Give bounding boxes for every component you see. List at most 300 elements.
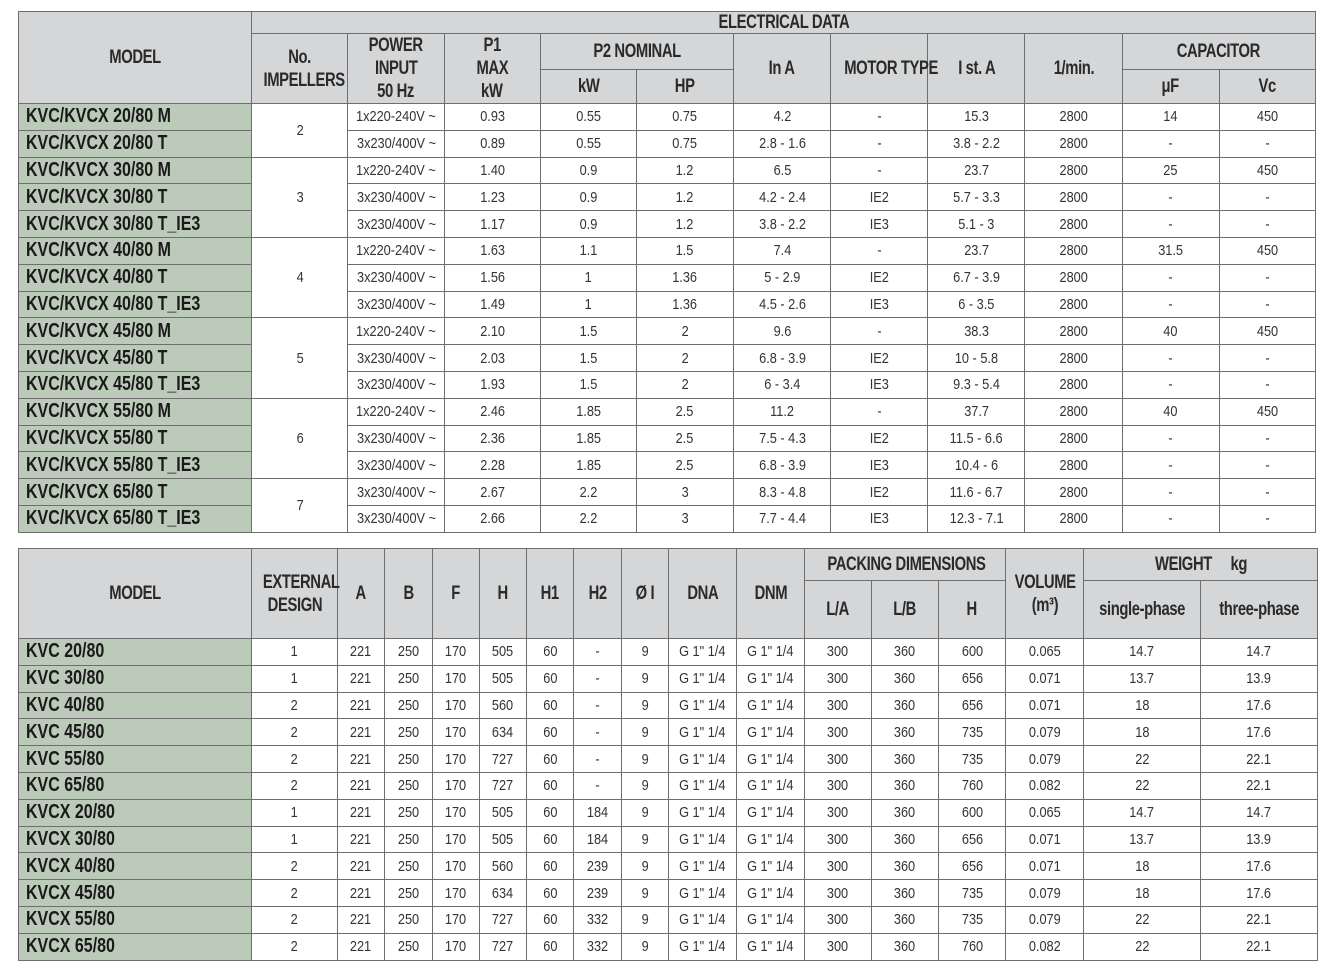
in-a-cell-text: 6.8 - 3.9: [758, 456, 806, 474]
h1-cell-text: 60: [542, 938, 558, 956]
kw-cell-text: 2.2: [579, 510, 598, 528]
b-cell: [385, 826, 433, 853]
ext-cell-text: 2: [290, 696, 299, 714]
model-cell-text: KVC/KVCX 55/80 T: [26, 426, 168, 449]
a-cell: [338, 772, 385, 799]
p1-cell: [444, 104, 540, 131]
impellers-cell-text: 3: [296, 188, 304, 206]
ph-cell-text: 735: [961, 750, 983, 768]
ist-cell: [928, 237, 1025, 264]
vol-cell: [1006, 692, 1084, 719]
vol-cell: [1006, 746, 1084, 773]
uf-cell-text: -: [1168, 429, 1173, 447]
vol-cell-text: 0.071: [1028, 696, 1061, 714]
oi-cell: [622, 719, 669, 746]
vol-cell: [1006, 719, 1084, 746]
vc-cell: [1219, 264, 1315, 291]
in-a-cell: [733, 345, 830, 372]
b-cell: [385, 746, 433, 773]
three-cell: [1201, 826, 1318, 853]
uf-cell: [1122, 184, 1219, 211]
three-cell-text: 22.1: [1246, 750, 1272, 768]
dna-label: DNA: [687, 583, 718, 604]
p1-cell-text: 1.23: [479, 188, 505, 206]
vc-cell: [1219, 184, 1315, 211]
p1-cell-text: 2.67: [479, 483, 505, 501]
hp-cell-text: 2: [681, 349, 689, 367]
power-cell-text: 1x220-240V ~: [356, 322, 436, 340]
impellers-cell-text: 4: [296, 269, 304, 287]
dnm-cell: [737, 880, 805, 907]
uf-cell-text: -: [1168, 376, 1173, 394]
kw-cell-text: 1.1: [579, 242, 598, 260]
la-cell-text: 300: [827, 750, 849, 768]
dnm-cell: [737, 799, 805, 826]
h1-cell: [527, 639, 574, 666]
la-cell: [805, 906, 872, 933]
model-cell: [19, 157, 252, 184]
dnm-cell-text: G 1" 1/4: [747, 857, 794, 875]
la-cell: [805, 933, 872, 960]
ph-cell: [939, 906, 1006, 933]
la-cell: [805, 880, 872, 907]
capacitor-uf-header: [1122, 70, 1219, 104]
h2-cell-text: 184: [586, 830, 609, 848]
oi-cell: [622, 692, 669, 719]
dna-cell-text: G 1" 1/4: [679, 723, 726, 741]
uf-cell: [1122, 318, 1219, 345]
three-cell-text: 14.7: [1246, 804, 1272, 822]
lb-cell-text: 360: [894, 804, 916, 822]
dnm-cell-text: G 1" 1/4: [747, 938, 794, 956]
b-cell-text: 250: [397, 804, 420, 822]
model-cell: [19, 104, 252, 131]
single-cell-text: 18: [1134, 696, 1150, 714]
vol-cell: [1006, 639, 1084, 666]
model-cell: [19, 291, 252, 318]
table-row: [19, 505, 1316, 532]
vc-cell-text: -: [1265, 483, 1270, 501]
impellers-header-line2: IMPELLERS: [263, 69, 346, 91]
h-cell-text: 727: [492, 777, 514, 795]
f-cell-text: 170: [445, 670, 467, 688]
b-cell: [385, 692, 433, 719]
la-cell-text: 300: [827, 696, 849, 714]
dna-cell-text: G 1" 1/4: [679, 643, 726, 661]
rpm-label: 1/min.: [1053, 58, 1094, 79]
kw-cell-text: 1: [584, 295, 592, 313]
h2-cell: [574, 826, 622, 853]
model-column-header: [19, 12, 252, 104]
rpm-cell-text: 2800: [1059, 135, 1088, 153]
ist-cell: [928, 452, 1025, 479]
vc-cell-text: -: [1265, 429, 1270, 447]
p1-cell: [444, 291, 540, 318]
impellers-cell: [252, 318, 348, 398]
uf-cell: [1122, 398, 1219, 425]
motor-cell: [831, 291, 928, 318]
h-cell-text: 634: [492, 884, 514, 902]
ist-cell-text: 5.7 - 3.3: [952, 188, 1000, 206]
table-row: [19, 799, 1318, 826]
p2-nominal-label: P2 NOMINAL: [593, 41, 681, 63]
p2-nominal-header: [540, 34, 733, 70]
model-cell: [19, 130, 252, 157]
uf-cell-text: -: [1168, 456, 1173, 474]
h1-cell-text: 60: [542, 777, 558, 795]
vc-cell: [1219, 371, 1315, 398]
ist-cell: [928, 345, 1025, 372]
in-a-cell-text: 4.5 - 2.6: [758, 295, 806, 313]
power-cell-text: 3x230/400V ~: [356, 510, 436, 528]
in-a-cell-text: 7.5 - 4.3: [758, 429, 806, 447]
f-cell-text: 170: [445, 911, 467, 929]
la-cell: [805, 692, 872, 719]
rpm-cell-text: 2800: [1059, 242, 1088, 260]
model-header-label: MODEL: [109, 47, 161, 68]
ist-cell-text: 23.7: [963, 161, 989, 179]
motor-cell: [831, 452, 928, 479]
ext-cell-text: 1: [290, 670, 299, 688]
la-cell: [805, 772, 872, 799]
a-cell: [338, 933, 385, 960]
h-cell-text: 505: [492, 804, 514, 822]
in-a-cell-text: 9.6: [773, 322, 791, 340]
power-cell-text: 3x230/400V ~: [356, 215, 436, 233]
motor-cell-text: -: [877, 242, 882, 260]
la-cell: [805, 826, 872, 853]
table-row: [19, 425, 1316, 452]
packing-h-header: [939, 581, 1006, 639]
dna-cell: [669, 853, 737, 880]
hp-cell-text: 2: [681, 322, 689, 340]
ext-cell-text: 1: [290, 804, 299, 822]
f-cell-text: 170: [445, 884, 467, 902]
dna-cell: [669, 746, 737, 773]
impellers-cell-text: 6: [296, 429, 304, 447]
lb-cell: [872, 665, 939, 692]
kw-cell-text: 1.85: [575, 403, 601, 421]
h1-cell-text: 60: [542, 830, 558, 848]
lb-cell: [872, 880, 939, 907]
single-cell: [1084, 853, 1201, 880]
oi-cell-text: 9: [641, 857, 649, 875]
ext-cell: [252, 933, 338, 960]
lb-cell-text: 360: [894, 884, 916, 902]
motor-cell-text: IE2: [869, 269, 889, 287]
model-cell: [19, 237, 252, 264]
ist-cell-text: 11.6 - 6.7: [949, 483, 1003, 501]
b-cell-text: 250: [397, 911, 420, 929]
ext-cell: [252, 639, 338, 666]
hp-cell: [636, 291, 733, 318]
dim-model-label: MODEL: [109, 583, 161, 604]
la-cell: [805, 639, 872, 666]
p1-cell-text: 0.93: [479, 108, 505, 126]
rpm-cell-text: 2800: [1059, 403, 1088, 421]
h1-cell: [527, 799, 574, 826]
kw-cell: [540, 211, 636, 238]
hp-cell-text: 2: [681, 376, 689, 394]
single-cell-text: 13.7: [1129, 830, 1155, 848]
hp-cell: [636, 479, 733, 506]
vc-cell-text: 450: [1256, 322, 1278, 340]
packing-dimensions-header: [805, 549, 1006, 581]
three-cell-text: 13.9: [1246, 670, 1272, 688]
three-cell-text: 14.7: [1246, 643, 1272, 661]
motor-cell-text: IE2: [869, 429, 889, 447]
ext-cell: [252, 772, 338, 799]
in-a-cell: [733, 371, 830, 398]
kw-cell-text: 0.55: [575, 135, 601, 153]
oi-cell: [622, 933, 669, 960]
h-column-header: [480, 549, 527, 639]
b-cell-text: 250: [397, 777, 420, 795]
power-cell-text: 3x230/400V ~: [356, 456, 436, 474]
ph-cell: [939, 880, 1006, 907]
lb-cell: [872, 933, 939, 960]
dnm-cell-text: G 1" 1/4: [747, 830, 794, 848]
la-cell: [805, 719, 872, 746]
ist-cell: [928, 211, 1025, 238]
ext-cell: [252, 665, 338, 692]
vc-cell: [1219, 425, 1315, 452]
rpm-cell: [1025, 237, 1122, 264]
vol-cell: [1006, 906, 1084, 933]
ist-cell: [928, 184, 1025, 211]
p1-cell-text: 2.36: [479, 429, 505, 447]
h2-cell-text: 239: [586, 857, 609, 875]
a-cell: [338, 665, 385, 692]
electrical-data-header: [252, 12, 1316, 34]
dna-cell-text: G 1" 1/4: [679, 911, 726, 929]
a-cell-text: 221: [350, 884, 372, 902]
uf-cell-text: 14: [1163, 108, 1178, 126]
h2-cell: [574, 719, 622, 746]
dna-cell-text: G 1" 1/4: [679, 804, 726, 822]
three-cell: [1201, 880, 1318, 907]
single-cell: [1084, 799, 1201, 826]
motor-cell: [831, 104, 928, 131]
a-cell-text: 221: [350, 804, 372, 822]
table-row: [19, 318, 1316, 345]
motor-cell: [831, 425, 928, 452]
table-row: [19, 291, 1316, 318]
h-cell: [480, 665, 527, 692]
ext-cell-text: 2: [290, 911, 299, 929]
hp-cell: [636, 211, 733, 238]
uf-cell: [1122, 130, 1219, 157]
hp-cell-text: 1.5: [676, 242, 694, 260]
f-cell: [433, 906, 480, 933]
ist-cell: [928, 291, 1025, 318]
volume-line2: (m³): [1031, 594, 1058, 616]
in-a-cell-text: 11.2: [770, 403, 794, 421]
kw-cell-text: 2.2: [579, 483, 598, 501]
dna-cell: [669, 772, 737, 799]
oi-cell-text: 9: [641, 750, 649, 768]
f-label: F: [451, 583, 461, 604]
model-cell: [19, 398, 252, 425]
power-header-line2: INPUT: [374, 58, 418, 79]
impellers-cell: [252, 237, 348, 317]
three-cell: [1201, 665, 1318, 692]
vc-cell-text: -: [1265, 376, 1270, 394]
volume-column-header: [1006, 549, 1084, 639]
p1-cell-text: 2.28: [479, 456, 505, 474]
impellers-cell-text: 2: [296, 121, 304, 139]
dnm-cell-text: G 1" 1/4: [747, 884, 794, 902]
ph-cell-text: 735: [961, 911, 983, 929]
h2-cell: [574, 799, 622, 826]
in-a-column-header: [733, 34, 830, 104]
rpm-cell-text: 2800: [1059, 322, 1088, 340]
impellers-cell: [252, 479, 348, 533]
b-cell-text: 250: [397, 857, 420, 875]
table-row: [19, 130, 1316, 157]
p1-cell-text: 1.63: [479, 242, 505, 260]
model-cell: [19, 933, 252, 960]
vol-cell-text: 0.065: [1028, 804, 1061, 822]
b-cell-text: 250: [397, 750, 420, 768]
dim-model-column-header: [19, 549, 252, 639]
a-label: A: [355, 583, 367, 604]
oi-cell: [622, 772, 669, 799]
a-cell-text: 221: [350, 830, 372, 848]
single-cell: [1084, 880, 1201, 907]
vol-cell-text: 0.082: [1028, 777, 1061, 795]
model-cell-text: KVC 40/80: [26, 693, 105, 716]
hp-cell-text: 2.5: [676, 429, 694, 447]
three-cell: [1201, 639, 1318, 666]
dna-column-header: [669, 549, 737, 639]
single-cell-text: 22: [1134, 911, 1150, 929]
rpm-cell-text: 2800: [1059, 456, 1088, 474]
p1-cell: [444, 479, 540, 506]
external-design-line2: DESIGN: [267, 594, 322, 616]
h2-cell: [574, 772, 622, 799]
ist-cell-text: 15.3: [963, 108, 989, 126]
b-cell-text: 250: [397, 830, 420, 848]
b-cell: [385, 906, 433, 933]
motor-type-label: MOTOR TYPE: [844, 58, 939, 79]
p1-cell-text: 0.89: [479, 135, 505, 153]
ph-cell: [939, 933, 1006, 960]
motor-cell: [831, 479, 928, 506]
lb-cell: [872, 746, 939, 773]
p1-cell-text: 1.40: [479, 161, 505, 179]
motor-cell: [831, 345, 928, 372]
power-cell: [348, 237, 444, 264]
ph-cell-text: 656: [961, 696, 983, 714]
h-cell-text: 505: [492, 643, 514, 661]
vc-cell-text: -: [1265, 215, 1270, 233]
h-cell-text: 505: [492, 670, 514, 688]
p1-cell-text: 2.03: [479, 349, 505, 367]
ist-cell: [928, 479, 1025, 506]
model-cell: [19, 345, 252, 372]
ist-cell-text: 38.3: [963, 322, 989, 340]
h-cell: [480, 906, 527, 933]
in-a-cell-text: 4.2 - 2.4: [758, 188, 806, 206]
vc-cell: [1219, 398, 1315, 425]
capacitor-label: CAPACITOR: [1177, 41, 1261, 63]
oi-cell-text: 9: [641, 804, 649, 822]
f-cell: [433, 772, 480, 799]
ext-cell: [252, 746, 338, 773]
oi-cell-text: 9: [641, 643, 649, 661]
model-cell-text: KVC/KVCX 40/80 T: [26, 266, 168, 289]
p1-cell-text: 1.17: [479, 215, 505, 233]
table-row: [19, 906, 1318, 933]
diameter-column-header: [622, 549, 669, 639]
model-cell: [19, 692, 252, 719]
h-cell-text: 560: [492, 857, 514, 875]
dnm-cell: [737, 639, 805, 666]
ph-cell: [939, 826, 1006, 853]
ext-cell-text: 2: [290, 723, 299, 741]
h2-cell: [574, 853, 622, 880]
ist-cell-text: 9.3 - 5.4: [952, 376, 1000, 394]
in-a-cell: [733, 157, 830, 184]
power-cell-text: 3x230/400V ~: [356, 135, 436, 153]
model-cell-text: KVC/KVCX 30/80 T_IE3: [26, 212, 201, 235]
weight-header: [1084, 549, 1318, 581]
a-cell: [338, 799, 385, 826]
uf-cell: [1122, 345, 1219, 372]
ext-cell-text: 2: [290, 938, 299, 956]
la-cell: [805, 799, 872, 826]
hp-cell-text: 2.5: [676, 456, 694, 474]
ph-cell: [939, 639, 1006, 666]
single-cell: [1084, 906, 1201, 933]
motor-type-column-header: [831, 34, 939, 104]
electrical-table-header: [19, 12, 1316, 104]
dna-cell-text: G 1" 1/4: [679, 884, 726, 902]
three-cell: [1201, 719, 1318, 746]
rpm-cell-text: 2800: [1059, 108, 1088, 126]
la-cell-text: 300: [827, 723, 849, 741]
vol-cell-text: 0.071: [1028, 857, 1061, 875]
vc-cell-text: -: [1265, 135, 1270, 153]
in-a-cell-text: 7.4: [773, 242, 791, 260]
vol-cell: [1006, 772, 1084, 799]
h-cell-text: 560: [492, 696, 514, 714]
rpm-cell-text: 2800: [1059, 349, 1088, 367]
single-cell: [1084, 772, 1201, 799]
uf-cell: [1122, 157, 1219, 184]
h2-cell-text: 184: [586, 804, 609, 822]
vol-cell: [1006, 933, 1084, 960]
b-cell-text: 250: [397, 938, 420, 956]
table-row: [19, 237, 1316, 264]
single-cell-text: 22: [1134, 938, 1150, 956]
p1-cell: [444, 452, 540, 479]
lb-cell: [872, 853, 939, 880]
h2-cell: [574, 933, 622, 960]
uf-cell-text: 40: [1163, 403, 1178, 421]
kw-cell: [540, 479, 636, 506]
impellers-cell: [252, 104, 348, 158]
f-cell: [433, 639, 480, 666]
rpm-cell: [1025, 184, 1122, 211]
vc-cell-text: -: [1265, 349, 1270, 367]
rpm-cell-text: 2800: [1059, 510, 1088, 528]
hp-cell: [636, 345, 733, 372]
h2-cell-text: 332: [586, 911, 609, 929]
h1-cell-text: 60: [542, 804, 558, 822]
hp-cell: [636, 452, 733, 479]
